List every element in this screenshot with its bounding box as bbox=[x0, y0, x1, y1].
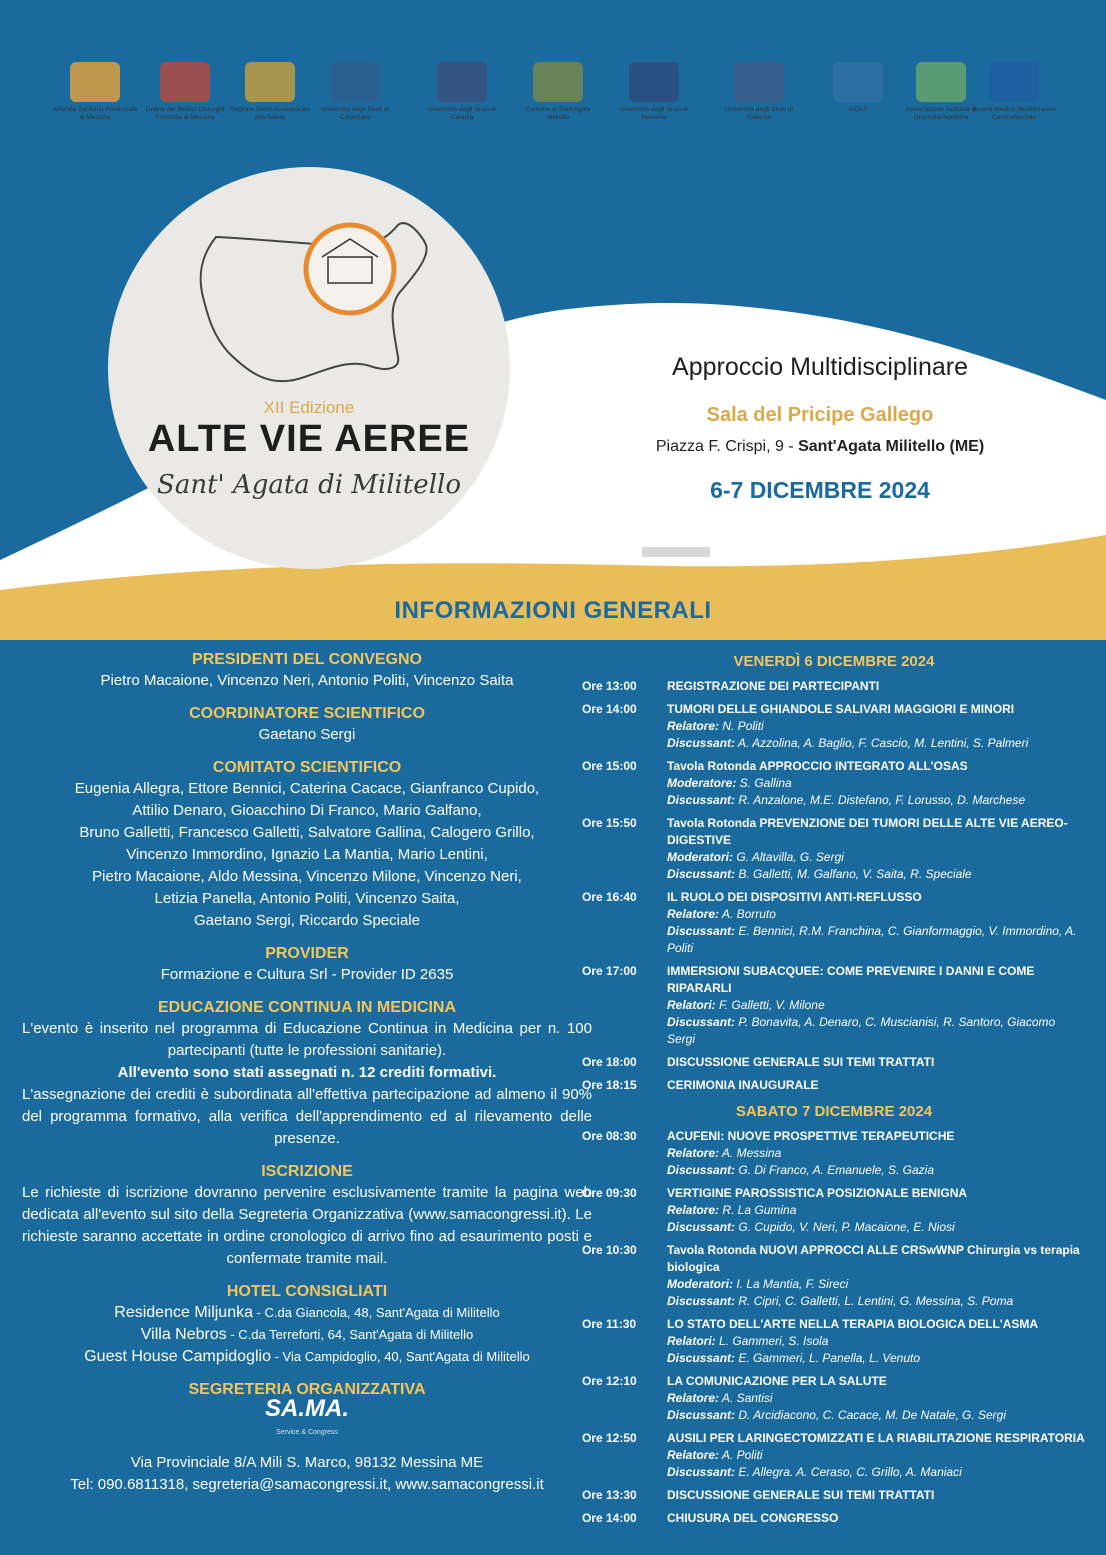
hotel-name: Villa Nebros bbox=[140, 1326, 227, 1343]
program-item bbox=[582, 1054, 1086, 1071]
program-time: Ore 10:30 bbox=[582, 1243, 637, 1257]
program-item bbox=[582, 678, 1086, 695]
iscrizione-text: Le richieste di iscrizione dovranno pervenire esclusivamente tramite la pagina web dedicata all'evento sul sito della Segreteria Organizzativa (www.samacongressi.it). Le richieste saranno accettate in ordine cronologico di arrivo fino ad esaurimento posti e confermate tramite mail. bbox=[22, 1184, 592, 1267]
subtitle: Approccio Multidisciplinare bbox=[672, 353, 968, 381]
program-time: Ore 16:40 bbox=[582, 890, 637, 904]
section-title: INFORMAZIONI GENERALI bbox=[394, 597, 712, 624]
committee-heading: COMITATO SCIENTIFICO bbox=[212, 759, 402, 776]
program-item bbox=[582, 758, 1086, 809]
program-content bbox=[667, 1242, 1086, 1310]
program-title: CHIUSURA DEL CONGRESSO bbox=[667, 1511, 839, 1525]
program-role bbox=[667, 1162, 1086, 1179]
program-item bbox=[582, 889, 1086, 957]
program-item bbox=[582, 815, 1086, 883]
program-role bbox=[667, 906, 1086, 923]
program-role-names: D. Arcidiacono, C. Cacace, M. De Natale, G. Sergi bbox=[735, 1408, 1007, 1422]
program-role-label: Discussant: bbox=[667, 1015, 736, 1029]
program-time: Ore 15:00 bbox=[582, 759, 637, 773]
program-content bbox=[667, 701, 1086, 752]
sponsor-logos bbox=[0, 0, 1106, 150]
address-city: Sant'Agata Militello (ME) bbox=[798, 438, 985, 455]
program-role-label: Relatore: bbox=[667, 1448, 720, 1462]
sponsor-logo bbox=[52, 62, 138, 122]
program-role-names: F. Galletti, V. Milone bbox=[715, 998, 825, 1012]
hotel-item bbox=[22, 1324, 592, 1346]
program-role-names: P. Bonavita, A. Denaro, C. Muscianisi, R. Santoro, Giacomo Sergi bbox=[667, 1015, 1056, 1046]
program-title: Tavola Rotonda APPROCCIO INTEGRATO ALL'OSAS bbox=[667, 759, 968, 773]
program-role-label: Discussant: bbox=[667, 793, 736, 807]
secretariat-heading: SEGRETERIA ORGANIZZATIVA bbox=[188, 1381, 426, 1398]
program-content bbox=[667, 963, 1086, 1048]
sponsor-logo-icon bbox=[437, 62, 487, 102]
program-title: ACUFENI: NUOVE PROSPETTIVE TERAPEUTICHE bbox=[667, 1129, 955, 1143]
program-role-names: S. Gallina bbox=[736, 776, 792, 790]
program-role bbox=[667, 1276, 1086, 1293]
program-role-label: Relatori: bbox=[667, 1334, 716, 1348]
program-role bbox=[667, 1407, 1086, 1424]
program-time: Ore 13:30 bbox=[582, 1488, 637, 1502]
address-street: Piazza F. Crispi, 9 - bbox=[655, 438, 799, 455]
ecm-text-1: L'evento è inserito nel programma di Educazione Continua in Medicina per n. 100 partecipanti (tutte le professioni sanitarie). bbox=[22, 1020, 592, 1059]
program-role-label: Discussant: bbox=[667, 1163, 736, 1177]
program-title: AUSILI PER LARINGECTOMIZZATI E LA RIABILITAZIONE RESPIRATORIA bbox=[667, 1431, 1085, 1445]
program-time: Ore 08:30 bbox=[582, 1129, 637, 1143]
program-role-label: Discussant: bbox=[667, 1351, 736, 1365]
sicily-map-icon bbox=[108, 167, 510, 569]
program-role bbox=[667, 997, 1086, 1014]
program-role-names: G. Cupido, V. Neri, P. Macaione, E. Niosi bbox=[735, 1220, 955, 1234]
program-role bbox=[667, 1293, 1086, 1310]
sponsor-logo-caption: Associazione Siciliana di Otorinolaringoiatria bbox=[905, 106, 977, 121]
hotel-address: - Via Campidoglio, 40, Sant'Agata di Militello bbox=[270, 1349, 530, 1364]
ecm-text-3: L'assegnazione dei crediti è subordinata all'effettiva partecipazione ad almeno il 90% del programma formativo, alla verifica dell'apprendimento ed al rilevamento delle presenze. bbox=[22, 1086, 592, 1147]
coordinator-heading: COORDINATORE SCIENTIFICO bbox=[189, 705, 425, 722]
program-role-label: Relatore: bbox=[667, 719, 720, 733]
program-content bbox=[667, 1430, 1086, 1481]
program-item bbox=[582, 963, 1086, 1048]
program-role-names: G. Di Franco, A. Emanuele, S. Gazia bbox=[735, 1163, 934, 1177]
day2-program bbox=[582, 1128, 1086, 1527]
sponsor-logo-icon bbox=[160, 62, 210, 102]
program-item bbox=[582, 1242, 1086, 1310]
sponsor-logo-caption: Università degli Studi di Messina bbox=[620, 106, 688, 121]
program-title: LA COMUNICAZIONE PER LA SALUTE bbox=[667, 1374, 887, 1388]
sponsor-logo bbox=[611, 62, 697, 122]
program-role-names: A. Azzolina, A. Baglio, F. Cascio, M. Lentini, S. Palmeri bbox=[735, 736, 1029, 750]
program-content bbox=[667, 889, 1086, 957]
event-place: Sant' Agata di Militello bbox=[157, 470, 461, 500]
committee-line: Bruno Galletti, Francesco Galletti, Salvatore Gallina, Calogero Grillo, bbox=[79, 824, 535, 841]
program-time: Ore 14:00 bbox=[582, 1511, 637, 1525]
program-role-label: Relatori: bbox=[667, 998, 716, 1012]
sama-contacts: Tel: 090.6811318, segreteria@samacongressi.it, www.samacongressi.it bbox=[70, 1476, 544, 1493]
hotel-item bbox=[22, 1302, 592, 1324]
ecm-text-2: All'evento sono stati assegnati n. 12 crediti formativi. bbox=[117, 1064, 497, 1081]
program-item bbox=[582, 1487, 1086, 1504]
program-time: Ore 18:15 bbox=[582, 1078, 637, 1092]
program-item bbox=[582, 1128, 1086, 1179]
program-role-names: A. Santisi bbox=[719, 1391, 773, 1405]
program-item bbox=[582, 1510, 1086, 1527]
program-role-names: B. Galletti, M. Galfano, V. Saita, R. Speciale bbox=[735, 867, 972, 881]
sama-logo-text: SA.MA. bbox=[265, 1395, 349, 1422]
program-role-names: L. Gammeri, S. Isola bbox=[715, 1334, 829, 1348]
program-role-label: Discussant: bbox=[667, 1465, 736, 1479]
program-role-label: Moderatore: bbox=[667, 776, 737, 790]
program-role-names: R. Cipri, C. Galletti, L. Lentini, G. Messina, S. Poma bbox=[735, 1294, 1014, 1308]
program-content bbox=[667, 678, 1086, 695]
program-title: IMMERSIONI SUBACQUEE: COME PREVENIRE I DANNI E COME RIPARARLI bbox=[667, 964, 1035, 995]
committee-line: Letizia Panella, Antonio Politi, Vincenzo Saita, bbox=[154, 890, 460, 907]
program-role-names: E. Allegra. A. Ceraso, C. Grillo, A. Maniaci bbox=[735, 1465, 962, 1479]
program-item bbox=[582, 701, 1086, 752]
program-time: Ore 18:00 bbox=[582, 1055, 637, 1069]
sponsor-logo-caption: Università degli Studi di Catanzaro bbox=[321, 106, 389, 121]
committee-line: Eugenia Allegra, Ettore Bennici, Caterina Cacace, Gianfranco Cupido, bbox=[74, 780, 540, 797]
day2-heading: SABATO 7 DICEMBRE 2024 bbox=[735, 1103, 933, 1120]
program-role bbox=[667, 1447, 1086, 1464]
sponsor-logo-icon bbox=[70, 62, 120, 102]
program-role-names: G. Altavilla, G. Sergi bbox=[733, 850, 844, 864]
coordinator-name: Gaetano Sergi bbox=[258, 726, 356, 743]
program-role-names: I. La Mantia, F. Sireci bbox=[733, 1277, 849, 1291]
program-column bbox=[582, 652, 1086, 1533]
presidents-names: Pietro Macaione, Vincenzo Neri, Antonio Politi, Vincenzo Saita bbox=[100, 672, 514, 689]
sponsor-logo-icon bbox=[245, 62, 295, 102]
hotel-name: Guest House Campidoglio bbox=[84, 1348, 271, 1365]
program-content bbox=[667, 1185, 1086, 1236]
day1-program bbox=[582, 678, 1086, 1094]
program-title: Tavola Rotonda NUOVI APPROCCI ALLE CRSwWNP Chirurgia vs terapia biologica bbox=[667, 1243, 1080, 1274]
sponsor-logo bbox=[815, 62, 901, 114]
hotel-address: - C.da Giancola, 48, Sant'Agata di Militello bbox=[253, 1305, 500, 1320]
program-content bbox=[667, 1373, 1086, 1424]
program-time: Ore 17:00 bbox=[582, 964, 637, 978]
program-title: TUMORI DELLE GHIANDOLE SALIVARI MAGGIORI E MINORI bbox=[667, 702, 1015, 716]
day1-heading: VENERDÌ 6 DICEMBRE 2024 bbox=[733, 653, 935, 670]
sama-address: Via Provinciale 8/A Mili S. Marco, 98132 Messina ME bbox=[130, 1454, 484, 1471]
program-role-label: Discussant: bbox=[667, 1408, 736, 1422]
sponsor-logo bbox=[971, 62, 1057, 122]
program-role bbox=[667, 735, 1086, 752]
program-content bbox=[667, 1077, 1086, 1094]
sponsor-logo-icon bbox=[734, 62, 784, 102]
program-role bbox=[667, 1333, 1086, 1350]
program-role bbox=[667, 923, 1086, 957]
program-role-names: R. Anzalone, M.E. Distefano, F. Lorusso, D. Marchese bbox=[735, 793, 1026, 807]
sponsor-logo-icon bbox=[916, 62, 966, 102]
program-time: Ore 12:10 bbox=[582, 1374, 637, 1388]
program-role-label: Relatore: bbox=[667, 1203, 720, 1217]
program-time: Ore 14:00 bbox=[582, 702, 637, 716]
program-role bbox=[667, 1145, 1086, 1162]
sponsor-logo-icon bbox=[629, 62, 679, 102]
sama-logo bbox=[22, 1395, 592, 1442]
program-title: CERIMONIA INAUGURALE bbox=[667, 1078, 819, 1092]
program-role bbox=[667, 1014, 1086, 1048]
program-role-names: R. La Gumina bbox=[719, 1203, 797, 1217]
general-info-column bbox=[22, 650, 592, 1496]
program-content bbox=[667, 1510, 1086, 1527]
program-time: Ore 13:00 bbox=[582, 679, 637, 693]
program-title: Tavola Rotonda PREVENZIONE DEI TUMORI DELLE ALTE VIE AEREO-DIGESTIVE bbox=[667, 816, 1068, 847]
sponsor-logo-caption: Comune di Sant'Agata Militello bbox=[525, 106, 591, 121]
program-content bbox=[667, 1316, 1086, 1367]
program-role bbox=[667, 718, 1086, 735]
program-title: REGISTRAZIONE DEI PARTECIPANTI bbox=[667, 679, 880, 693]
sama-tagline: Service & Congress bbox=[276, 1429, 338, 1436]
presidents-heading: PRESIDENTI DEL CONVEGNO bbox=[192, 651, 422, 668]
iscrizione-heading: ISCRIZIONE bbox=[261, 1163, 353, 1180]
program-time: Ore 12:50 bbox=[582, 1431, 637, 1445]
program-title: LO STATO DELL'ARTE NELLA TERAPIA BIOLOGICA DELL'ASMA bbox=[667, 1317, 1039, 1331]
provider-heading: PROVIDER bbox=[265, 945, 349, 962]
program-content bbox=[667, 758, 1086, 809]
program-role-label: Discussant: bbox=[667, 1294, 736, 1308]
sponsor-logo-icon bbox=[330, 62, 380, 102]
program-role bbox=[667, 1390, 1086, 1407]
program-item bbox=[582, 1373, 1086, 1424]
sponsor-logo bbox=[142, 62, 228, 122]
program-role bbox=[667, 1350, 1086, 1367]
event-logo-circle bbox=[108, 167, 510, 569]
program-role-label: Moderatori: bbox=[667, 850, 733, 864]
provider-text: Formazione e Cultura Srl - Provider ID 2635 bbox=[160, 966, 454, 983]
hotel-item bbox=[22, 1346, 592, 1368]
program-time: Ore 11:30 bbox=[582, 1317, 637, 1331]
hotels-list bbox=[22, 1302, 592, 1368]
hotels-heading: HOTEL CONSIGLIATI bbox=[226, 1283, 388, 1300]
program-role-label: Discussant: bbox=[667, 1220, 736, 1234]
program-time: Ore 09:30 bbox=[582, 1186, 637, 1200]
hotel-address: - C.da Terreforti, 64, Sant'Agata di Militello bbox=[226, 1327, 474, 1342]
sponsor-logo bbox=[227, 62, 313, 122]
program-title: VERTIGINE PAROSSISTICA POSIZIONALE BENIGNA bbox=[667, 1186, 968, 1200]
program-role bbox=[667, 775, 1086, 792]
program-item bbox=[582, 1185, 1086, 1236]
program-role-names: A. Politi bbox=[719, 1448, 763, 1462]
event-title: ALTE VIE AEREE bbox=[147, 418, 471, 460]
sponsor-logo-caption: Ordine dei Medici Chirurghi Provincia di Messina bbox=[145, 106, 225, 121]
program-role bbox=[667, 1464, 1086, 1481]
program-item bbox=[582, 1430, 1086, 1481]
hotel-name: Residence Miljunka bbox=[114, 1304, 253, 1321]
program-role bbox=[667, 866, 1086, 883]
program-role bbox=[667, 849, 1086, 866]
program-role-names: A. Borruto bbox=[719, 907, 776, 921]
program-role bbox=[667, 792, 1086, 809]
sponsor-logo bbox=[419, 62, 505, 122]
sponsor-logo-caption: Università degli Studi di Catania bbox=[428, 106, 496, 121]
committee-line: Vincenzo Immordino, Ignazio La Mantia, Mario Lentini, bbox=[126, 846, 488, 863]
sponsor-logo-icon bbox=[533, 62, 583, 102]
program-role-label: Relatore: bbox=[667, 1146, 720, 1160]
venue: Sala del Pricipe Gallego bbox=[706, 404, 934, 426]
program-role-label: Moderatori: bbox=[667, 1277, 733, 1291]
program-time: Ore 15:50 bbox=[582, 816, 637, 830]
program-role-names: N. Politi bbox=[719, 719, 764, 733]
edition-label: XII Edizione bbox=[263, 398, 355, 417]
program-content bbox=[667, 1487, 1086, 1504]
sponsor-logo-caption: Scuola Medica Mediterranea Cervicofacciale bbox=[972, 106, 1056, 121]
sponsor-logo-caption: AIOLP bbox=[848, 106, 868, 113]
sponsor-logo bbox=[515, 62, 601, 122]
sponsor-logo-caption: Università degli Studi di Palermo bbox=[725, 106, 793, 121]
sponsor-logo bbox=[716, 62, 802, 122]
sponsor-logo-caption: Regione Sicilia Assessorato alla Salute bbox=[229, 106, 311, 121]
committee-line: Pietro Macaione, Aldo Messina, Vincenzo Milone, Vincenzo Neri, bbox=[92, 868, 522, 885]
sponsor-logo bbox=[312, 62, 398, 122]
program-title: IL RUOLO DEI DISPOSITIVI ANTI-REFLUSSO bbox=[667, 890, 922, 904]
program-role-label: Relatore: bbox=[667, 907, 720, 921]
program-role-names: A. Messina bbox=[719, 1146, 782, 1160]
program-content bbox=[667, 1054, 1086, 1071]
program-title: DISCUSSIONE GENERALE SUI TEMI TRATTATI bbox=[667, 1488, 935, 1502]
sponsor-logo-caption: Azienda Sanitaria Provinciale di Messina bbox=[52, 106, 138, 121]
program-content bbox=[667, 815, 1086, 883]
program-role-names: E. Gammeri, L. Panella, L. Venuto bbox=[735, 1351, 921, 1365]
program-role-names: E. Bennici, R.M. Franchina, C. Gianformaggio, V. Immordino, A. Politi bbox=[667, 924, 1077, 955]
program-item bbox=[582, 1077, 1086, 1094]
program-content bbox=[667, 1128, 1086, 1179]
program-role-label: Discussant: bbox=[667, 924, 736, 938]
program-item bbox=[582, 1316, 1086, 1367]
committee-line: Gaetano Sergi, Riccardo Speciale bbox=[194, 912, 420, 929]
address bbox=[600, 438, 1040, 456]
event-dates: 6-7 DICEMBRE 2024 bbox=[710, 477, 930, 503]
ecm-heading: EDUCAZIONE CONTINUA IN MEDICINA bbox=[157, 999, 457, 1016]
program-role bbox=[667, 1202, 1086, 1219]
committee-line: Attilio Denaro, Gioacchino Di Franco, Mario Galfano, bbox=[132, 802, 482, 819]
program-role-label: Relatore: bbox=[667, 1391, 720, 1405]
sponsor-logo-icon bbox=[989, 62, 1039, 102]
program-title: DISCUSSIONE GENERALE SUI TEMI TRATTATI bbox=[667, 1055, 935, 1069]
program-role bbox=[667, 1219, 1086, 1236]
committee-list bbox=[22, 778, 592, 932]
program-role-label: Discussant: bbox=[667, 867, 736, 881]
sponsor-logo-icon bbox=[833, 62, 883, 102]
program-role-label: Discussant: bbox=[667, 736, 736, 750]
